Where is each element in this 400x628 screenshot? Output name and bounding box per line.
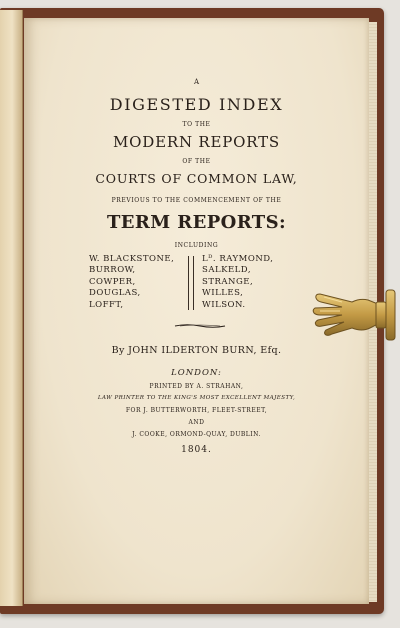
reporters-right-column [202, 254, 273, 311]
imprint-printer: PRINTED BY A. STRAHAN, [149, 383, 244, 390]
reporter-name: WILLES, [202, 288, 244, 299]
book-spine-edge [0, 10, 23, 606]
reporter-name: W. BLACKSTONE, [89, 254, 175, 264]
imprint-city: LONDON: [171, 368, 222, 378]
title-line-3: COURTS OF COMMON LAW, [95, 171, 298, 186]
imprint-year: 1804. [181, 445, 212, 455]
connector-previous: PREVIOUS TO THE COMMENCEMENT OF THE [111, 197, 282, 204]
reporter-name: DOUGLAS, [89, 288, 141, 299]
ornamental-rule [174, 323, 226, 329]
imprint-dublin: J. COOKE, ORMOND-QUAY, DUBLIN. [132, 431, 261, 438]
reporter-name: COWPER, [89, 276, 136, 287]
reporter-name: SALKELD, [202, 265, 252, 276]
author-line: By JOHN ILDERTON BURN, Efq. [111, 345, 282, 356]
connector-of-the: OF THE [182, 158, 211, 165]
imprint-law-printer: LAW PRINTER TO THE KING'S MOST EXCELLENT MAJESTY, [97, 395, 296, 401]
title-line-1: DIGESTED INDEX [109, 95, 284, 114]
connector-to-the: TO THE [182, 121, 211, 128]
including-label: INCLUDING [174, 242, 219, 249]
reporter-name: STRANGE, [202, 276, 254, 287]
reporter-name: WILSON. [202, 299, 246, 310]
title-line-4: TERM REPORTS: [106, 212, 287, 233]
reporter-name: LOFFT, [89, 299, 124, 310]
imprint-and: AND [188, 419, 205, 426]
brass-hand-bookmark-icon [312, 284, 400, 350]
reporter-name: Lᴰ. RAYMOND, [202, 254, 274, 264]
imprint-publisher: FOR J. BUTTERWORTH, FLEET-STREET, [125, 407, 268, 414]
reporters-left-column [89, 254, 174, 311]
column-divider [188, 256, 194, 310]
reporter-name: BURROW, [89, 265, 136, 276]
title-article: A [193, 78, 200, 86]
title-line-2: MODERN REPORTS [113, 133, 280, 151]
